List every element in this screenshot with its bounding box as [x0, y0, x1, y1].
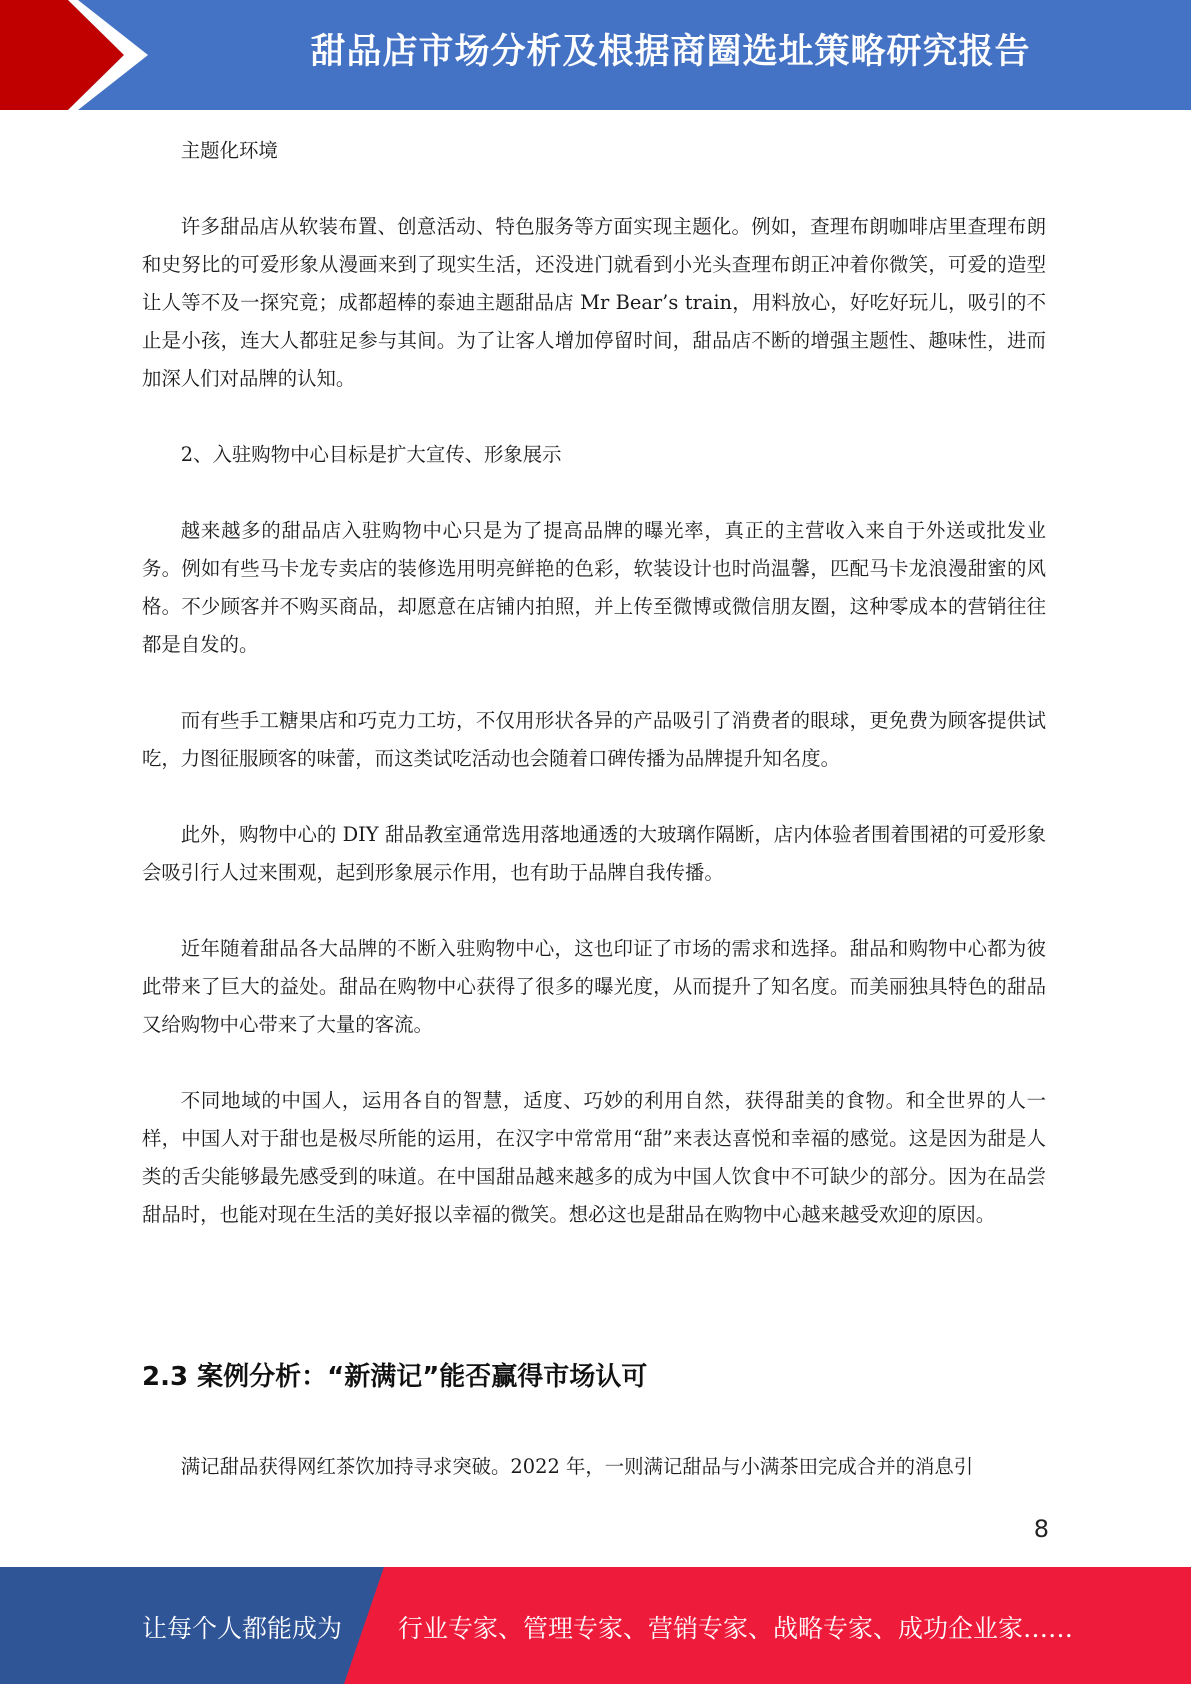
paragraph-sweetness: 不同地域的中国人，运用各自的智慧，适度、巧妙的利用自然，获得甜美的食物。和全世界的人一样，中国人对于甜也是极尽所能的运用，在汉字中常常用“甜”来表达喜悦和幸福的感觉。这是因为甜是人类的舌尖能够最先感受到的味道。在中国甜品越来越多的成为中国人饮食中不可缺少的部分。因为在品尝甜品时，也能对现在生活的美好报以幸福的微笑。想必这也是甜品在购物中心越来越受欢迎的原因。: [142, 1089, 1046, 1226]
paragraph-tasting: 而有些手工糖果店和巧克力工坊，不仅用形状各异的产品吸引了消费者的眼球，更免费为顾客提供试吃，力图征服顾客的味蕾，而这类试吃活动也会随着口碑传播为品牌提升知名度。: [142, 709, 1046, 770]
paragraph-case-intro: 满记甜品获得网红茶饮加持寻求突破。2022 年，一则满记甜品与小满茶田完成合并的消息引: [180, 1455, 974, 1478]
report-title: 甜品店市场分析及根据商圈选址策略研究报告: [310, 32, 1031, 72]
paragraph-exposure: 越来越多的甜品店入驻购物中心只是为了提高品牌的曝光率，真正的主营收入来自于外送或批发业务。例如有些马卡龙专卖店的装修选用明亮鲜艳的色彩，软装设计也时尚温馨，匹配马卡龙浪漫甜蜜的风格。不少顾客并不购买商品，却愿意在店铺内拍照，并上传至微博或微信朋友圈，这种零成本的营销往往都是自发的。: [142, 519, 1046, 656]
paragraph-theme-examples: 许多甜品店从软装布置、创意活动、特色服务等方面实现主题化。例如，查理布朗咖啡店里查理布朗和史努比的可爱形象从漫画来到了现实生活，还没进门就看到小光头查理布朗正冲着你微笑，可爱的造型让人等不及一探究竟；成都超棒的泰迪主题甜品店 Mr Bear’s train，用料放心，好吃好玩儿，吸引的不止是小孩，连大人都驻足参与其间。为了让客人增加停留时间，甜品店不断的增强主题性、趣味性，进而加深人们对品牌的认知。: [142, 215, 1046, 390]
page-header: [0, 0, 1191, 110]
paragraph-mall-benefit: 近年随着甜品各大品牌的不断入驻购物中心，这也印证了市场的需求和选择。甜品和购物中心都为彼此带来了巨大的益处。甜品在购物中心获得了很多的曝光度，从而提升了知名度。而美丽独具特色的甜品又给购物中心带来了大量的客流。: [142, 937, 1046, 1036]
header-chevron-decoration: [0, 0, 160, 110]
paragraph-diy: 此外，购物中心的 DIY 甜品教室通常选用落地通透的大玻璃作隔断，店内体验者围着围裙的可爱形象会吸引行人过来围观，起到形象展示作用，也有助于品牌自我传播。: [142, 823, 1046, 884]
page-number: 8: [1033, 1515, 1049, 1543]
paragraph-mall-goal: 2、入驻购物中心目标是扩大宣传、形象展示: [180, 443, 562, 466]
footer-slogan-right: 行业专家、管理专家、营销专家、战略专家、成功企业家……: [398, 1614, 1074, 1643]
footer-slogan-left: 让每个人都能成为: [142, 1614, 343, 1643]
main-content: [142, 132, 1046, 1272]
paragraph-theme-env: 主题化环境: [180, 139, 278, 162]
section-heading: 2.3 案例分析：“新满记”能否赢得市场认可: [142, 1362, 648, 1392]
page-footer: [0, 1567, 1191, 1684]
